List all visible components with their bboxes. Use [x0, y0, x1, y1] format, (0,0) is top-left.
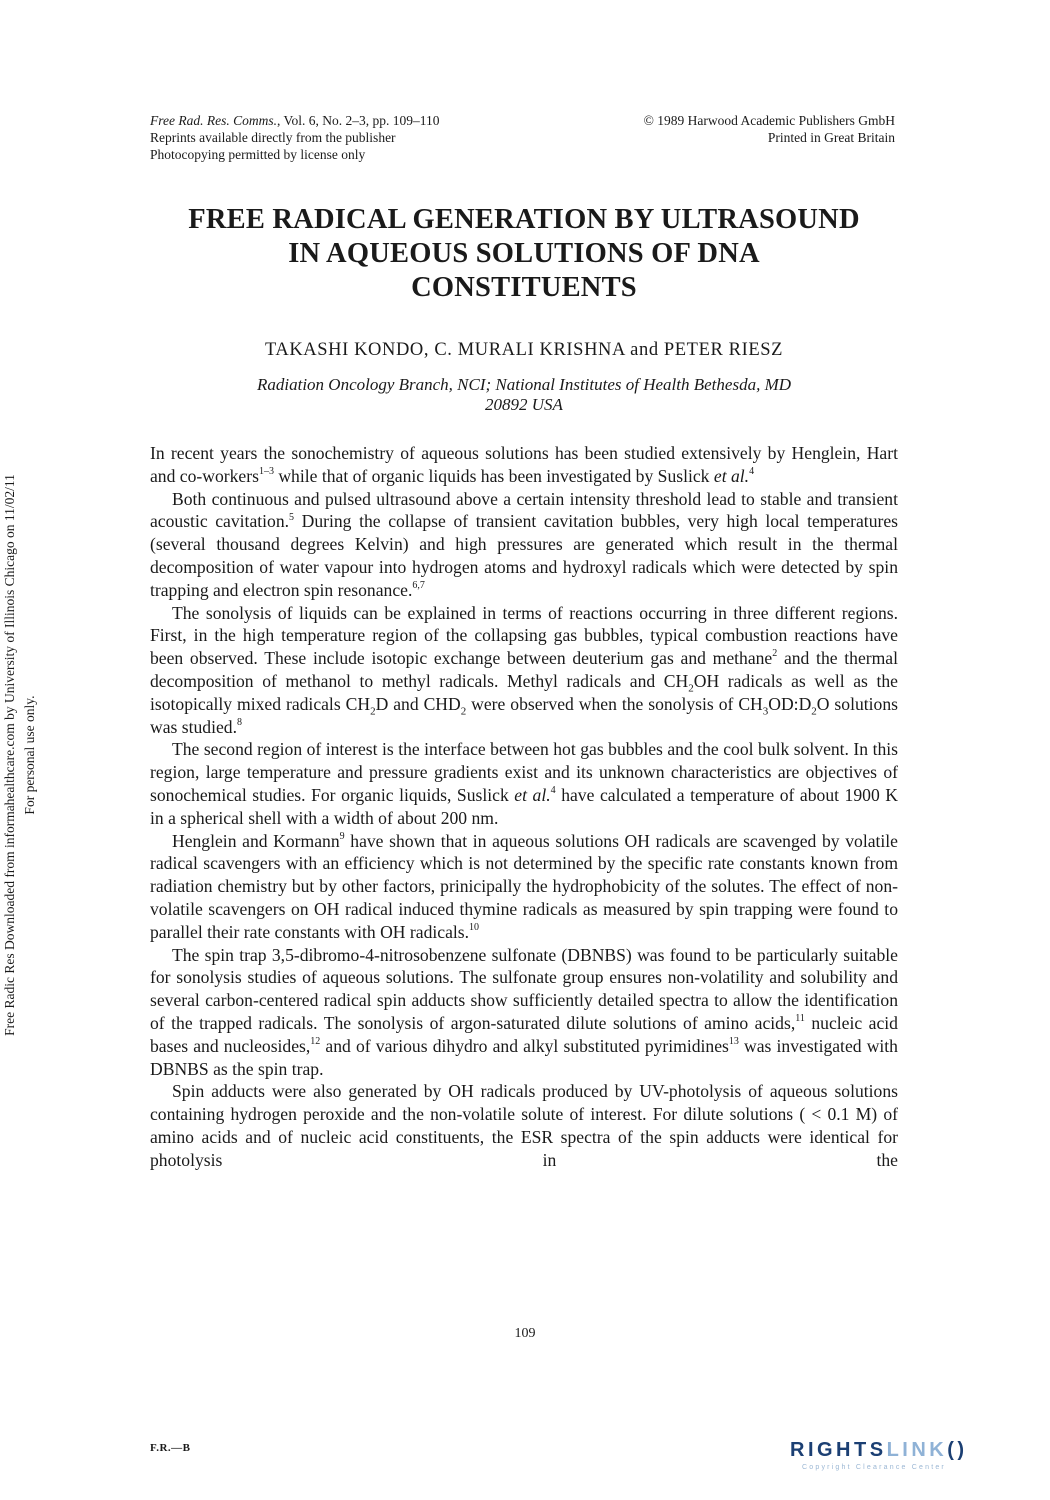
- subscript: 2: [370, 705, 376, 718]
- subscript: 2: [811, 705, 817, 718]
- p2-text-a: Both continuous and pulsed ultrasound above a certain intensity threshold lead to stable and transient acoustic cavitation.: [150, 488, 898, 532]
- reference-8: 8: [236, 716, 242, 728]
- rightslink-chevron-icon: (): [947, 1439, 968, 1461]
- p3-text-c: OH radicals as well as the isotopically mixed radicals CH: [150, 670, 898, 714]
- et-al-suslick: et al.: [514, 784, 551, 805]
- p1-text-a: In recent years the sonochemistry of aqueous solutions has been studied extensively by Henglein, Hart and co-workers: [150, 443, 898, 486]
- p5-text-a: Henglein and Kormann: [172, 830, 340, 851]
- reference-5: 5: [289, 511, 295, 523]
- p2-text-b: During the collapse of transient cavitation bubbles, very high local temperatures (several thousand degrees Kelvin) and high pressures are generated which result in the thermal decomposition of water vapour into hydrogen atoms and hydroxyl radicals which were detected by spin trapping and electron spin resonance.: [150, 511, 899, 600]
- paragraph-6: [150, 944, 898, 1081]
- author-list: TAKASHI KONDO, C. MURALI KRISHNA and PETER RIESZ: [264, 340, 784, 360]
- affiliation-line-1: Radiation Oncology Branch, NCI; National Institutes of Health Bethesda, MD: [256, 375, 792, 394]
- reference-9: 9: [339, 830, 345, 842]
- subscript: 2: [460, 705, 467, 718]
- rightslink-word-rights: RIGHTS: [790, 1439, 887, 1461]
- reference-2: 2: [772, 648, 778, 660]
- paragraph-7: Spin adducts were also generated by OH radicals produced by UV-photolysis of aqueous solutions containing hydrogen peroxide and the non-volatile solute of interest. For dilute solutions ( < 0.1 M) of amino acids and of nucleic acid constituents, the ESR spectra of the spin adducts were identical for photolysis in the: [150, 1081, 898, 1170]
- rightslink-wordmark: [790, 1439, 1030, 1462]
- p3-text-d: D and CHD: [375, 693, 461, 714]
- rightslink-tagline: Copyright Clearance Center: [802, 1464, 946, 1471]
- p3-text-g: O solutions was studied.: [150, 693, 898, 737]
- paragraph-2: [150, 488, 898, 602]
- journal-citation: [150, 112, 440, 129]
- signature-code: F.R.—B: [150, 1442, 191, 1454]
- download-note-line-2: For personal use only.: [22, 695, 37, 815]
- photocopying-note: Photocopying permitted by license only: [150, 147, 366, 162]
- paragraph-4: [150, 738, 898, 829]
- article-title: [150, 203, 898, 305]
- et-al-suslick: et al.: [713, 465, 750, 486]
- p5-text-b: have shown that in aqueous solutions OH radicals are scavenged by volatile radical scavengers with an efficiency which is not determined by the specific rate constants known from radiation chemistry but by other factors, prinicipally the hydrophobicity of the solutes. The effect of non-volatile scavengers on OH radical induced thymine radicals as measured by spin trapping were found to parallel their rate constants with OH radicals.: [150, 830, 898, 942]
- p4-text-b: have calculated a temperature of about 1900 K in a spherical shell with a width of about 200 nm.: [150, 784, 899, 828]
- journal-abbrev: Free Rad. Res. Comms.: [150, 113, 277, 128]
- reference-6-7: 6,7: [412, 579, 425, 591]
- p6-text-d: was investigated with DBNBS as the spin trap.: [150, 1035, 898, 1079]
- subscript: 3: [762, 705, 769, 718]
- page-number: 109: [514, 1326, 536, 1341]
- download-watermark: [0, 410, 44, 1100]
- reference-1-3: 1–3: [258, 465, 274, 477]
- title-line-2: IN AQUEOUS SOLUTIONS OF DNA: [288, 238, 760, 269]
- reference-11: 11: [795, 1013, 805, 1025]
- printed-line: Printed in Great Britain: [767, 130, 895, 145]
- p4-text-a: The second region of interest is the interface between hot gas bubbles and the cool bulk solvent. In this region, large temperature and pressure gradients exist and its unknown characteristics are objectives of sonochemical studies. For organic liquids, Suslick: [150, 739, 898, 805]
- reference-10: 10: [469, 921, 480, 933]
- rightslink-logo: [790, 1439, 1030, 1473]
- reprints-note: Reprints available directly from the publisher: [150, 130, 396, 145]
- p3-text-e: were observed when the sonolysis of CH: [466, 693, 763, 714]
- p1-text-b: while that of organic liquids has been investigated by Suslick: [273, 465, 714, 486]
- download-note-line-1: Free Radic Res Downloaded from informahealthcare.com by University of Illinois Chicago on 11/02/11: [2, 474, 17, 1036]
- p3-text-f: OD:D: [768, 693, 812, 714]
- p6-text-b: nucleic acid bases and nucleosides,: [150, 1012, 898, 1056]
- reference-4: 4: [749, 465, 755, 477]
- title-line-1: FREE RADICAL GENERATION BY ULTRASOUND: [188, 204, 860, 235]
- paragraph-5: [150, 830, 898, 944]
- affiliation: [150, 375, 898, 415]
- article-body: [150, 442, 898, 1172]
- paragraph-3: [150, 602, 898, 739]
- affiliation-line-2: 20892 USA: [485, 395, 563, 414]
- p3-text-a: The sonolysis of liquids can be explained in terms of reactions occurring in three different regions. First, in the high temperature region of the collapsing gas bubbles, typical combustion reactions have been observed. These include isotopic exchange between deuterium gas and methane: [150, 602, 898, 669]
- reference-13: 13: [728, 1035, 739, 1047]
- copyright-line: © 1989 Harwood Academic Publishers GmbH: [643, 113, 895, 128]
- rightslink-word-link: LINK: [886, 1439, 948, 1461]
- citation-details: , Vol. 6, No. 2–3, pp. 109–110: [276, 113, 440, 128]
- reference-4: 4: [550, 785, 556, 797]
- p6-text-a: The spin trap 3,5-dibromo-4-nitrosobenzene sulfonate (DBNBS) was found to be particularly suitable for sonolysis studies of aqueous solutions. The sulfonate group ensures non-volatility and solubility and several carbon-centered radical spin adducts show sufficiently detailed spectra to allow the identification of the trapped radicals. The sonolysis of argon-saturated dilute solutions of amino acids,: [150, 944, 898, 1033]
- p6-text-c: and of various dihydro and alkyl substituted pyrimidines: [320, 1035, 729, 1056]
- reference-12: 12: [310, 1035, 321, 1047]
- p3-text-b: and the thermal decomposition of methanol to methyl radicals. Methyl radicals and CH: [150, 648, 898, 691]
- title-line-3: CONSTITUENTS: [411, 272, 637, 303]
- journal-header-left: [150, 112, 440, 163]
- paragraph-1: [150, 442, 898, 488]
- journal-header-right: [644, 112, 895, 146]
- subscript: 2: [688, 682, 694, 695]
